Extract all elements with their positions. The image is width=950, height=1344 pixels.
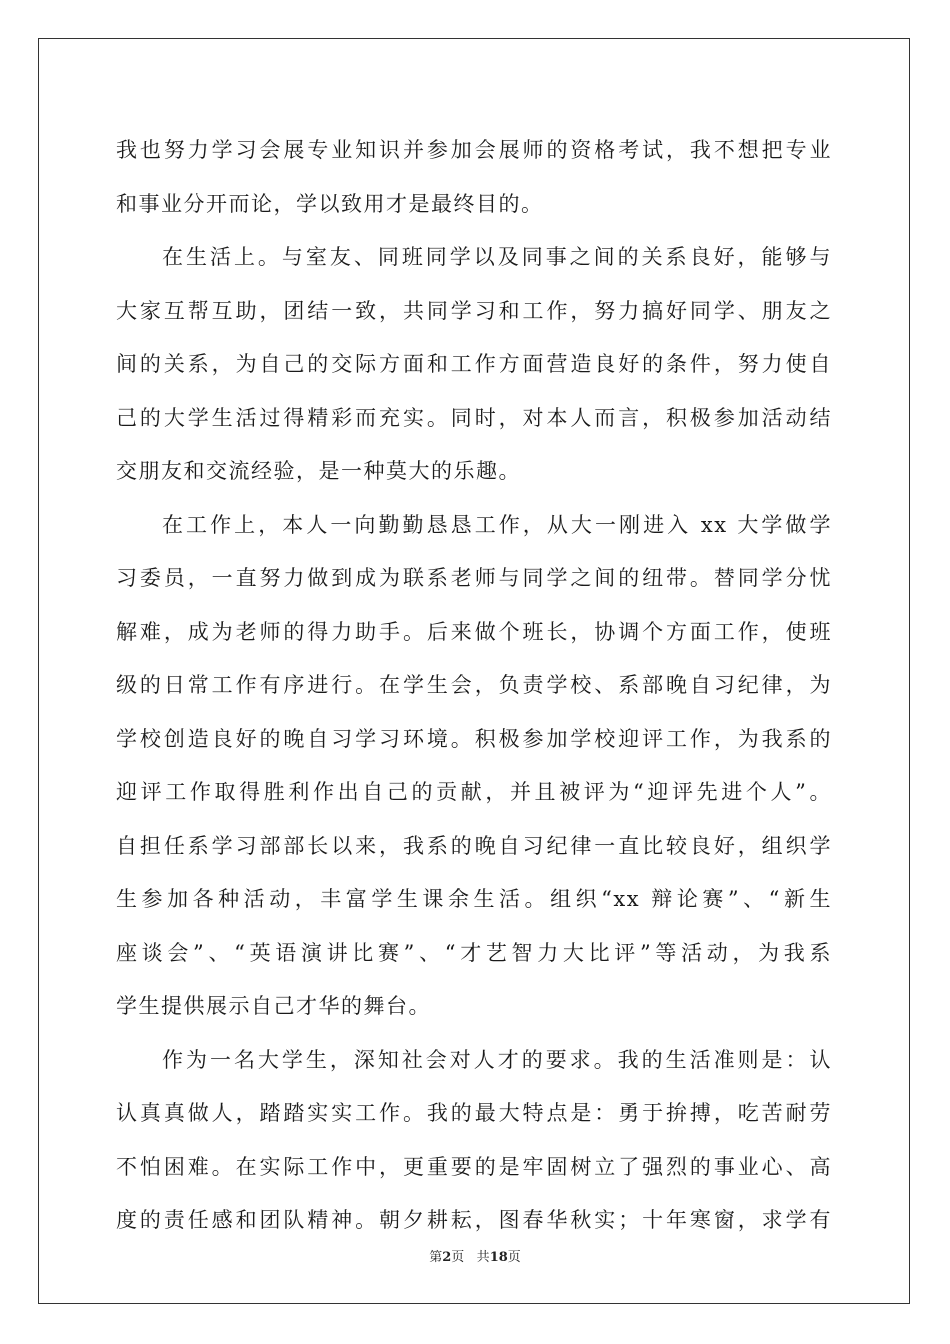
- total-pages: 18: [489, 1250, 508, 1265]
- text-line: 级的日常工作有序进行。在学生会，负责学校、系部晚自习纪律，为: [116, 673, 832, 697]
- text-line: 自担任系学习部部长以来，我系的晚自习纪律一直比较良好，组织学: [116, 833, 832, 858]
- total-prefix: 共: [476, 1250, 490, 1265]
- page-number: 2: [442, 1250, 452, 1265]
- text-line: 学生提供展示自己才华的舞台。: [116, 994, 431, 1018]
- page-footer: [0, 1246, 950, 1265]
- text-line: 交朋友和交流经验，是一种莫大的乐趣。: [116, 459, 521, 483]
- text-line: 不怕困难。在实际工作中，更重要的是牢固树立了强烈的事业心、高: [116, 1154, 832, 1179]
- text-line: 我也努力学习会展专业知识并参加会展师的资格考试，我不想把专业: [116, 138, 832, 162]
- page-suffix: 页: [451, 1250, 465, 1265]
- text-line: 认真真做人，踏踏实实工作。我的最大特点是：勇于拚搏，吃苦耐劳: [116, 1101, 832, 1125]
- text-line: 学校创造良好的晚自习学习环境。积极参加学校迎评工作，为我系的: [116, 726, 832, 751]
- text-line: 在工作上，本人一向勤勤恳恳工作，从大一刚进入 xx 大学做学: [162, 512, 832, 537]
- text-line: 在生活上。与室友、同班同学以及同事之间的关系良好，能够与: [162, 245, 832, 269]
- text-line: 迎评工作取得胜利作出自己的贡献，并且被评为“迎评先进个人”。: [116, 780, 832, 804]
- text-line: 大家互帮互助，团结一致，共同学习和工作，努力搞好同学、朋友之: [116, 298, 832, 323]
- text-line: 解难，成为老师的得力助手。后来做个班长，协调个方面工作，使班: [116, 619, 832, 644]
- text-line: 习委员，一直努力做到成为联系老师与同学之间的纽带。替同学分忧: [116, 566, 832, 590]
- text-line: 己的大学生活过得精彩而充实。同时，对本人而言，积极参加活动结: [116, 405, 832, 430]
- text-line: 作为一名大学生，深知社会对人才的要求。我的生活准则是：认: [162, 1047, 832, 1072]
- text-line: 间的关系，为自己的交际方面和工作方面营造良好的条件，努力使自: [116, 352, 832, 376]
- text-line: 度的责任感和团队精神。朝夕耕耘，图春华秋实；十年寒窗，求学有: [116, 1208, 832, 1232]
- text-line: 座谈会”、“英语演讲比赛”、“才艺智力大比评”等活动，为我系: [116, 940, 832, 965]
- text-line: 和事业分开而论，学以致用才是最终目的。: [116, 191, 544, 216]
- page-prefix: 第: [429, 1250, 443, 1265]
- total-suffix: 页: [507, 1250, 521, 1265]
- document-body: [116, 124, 832, 1248]
- text-line: 生参加各种活动，丰富学生课余生活。组织“xx 辩论赛”、“新生: [116, 887, 832, 911]
